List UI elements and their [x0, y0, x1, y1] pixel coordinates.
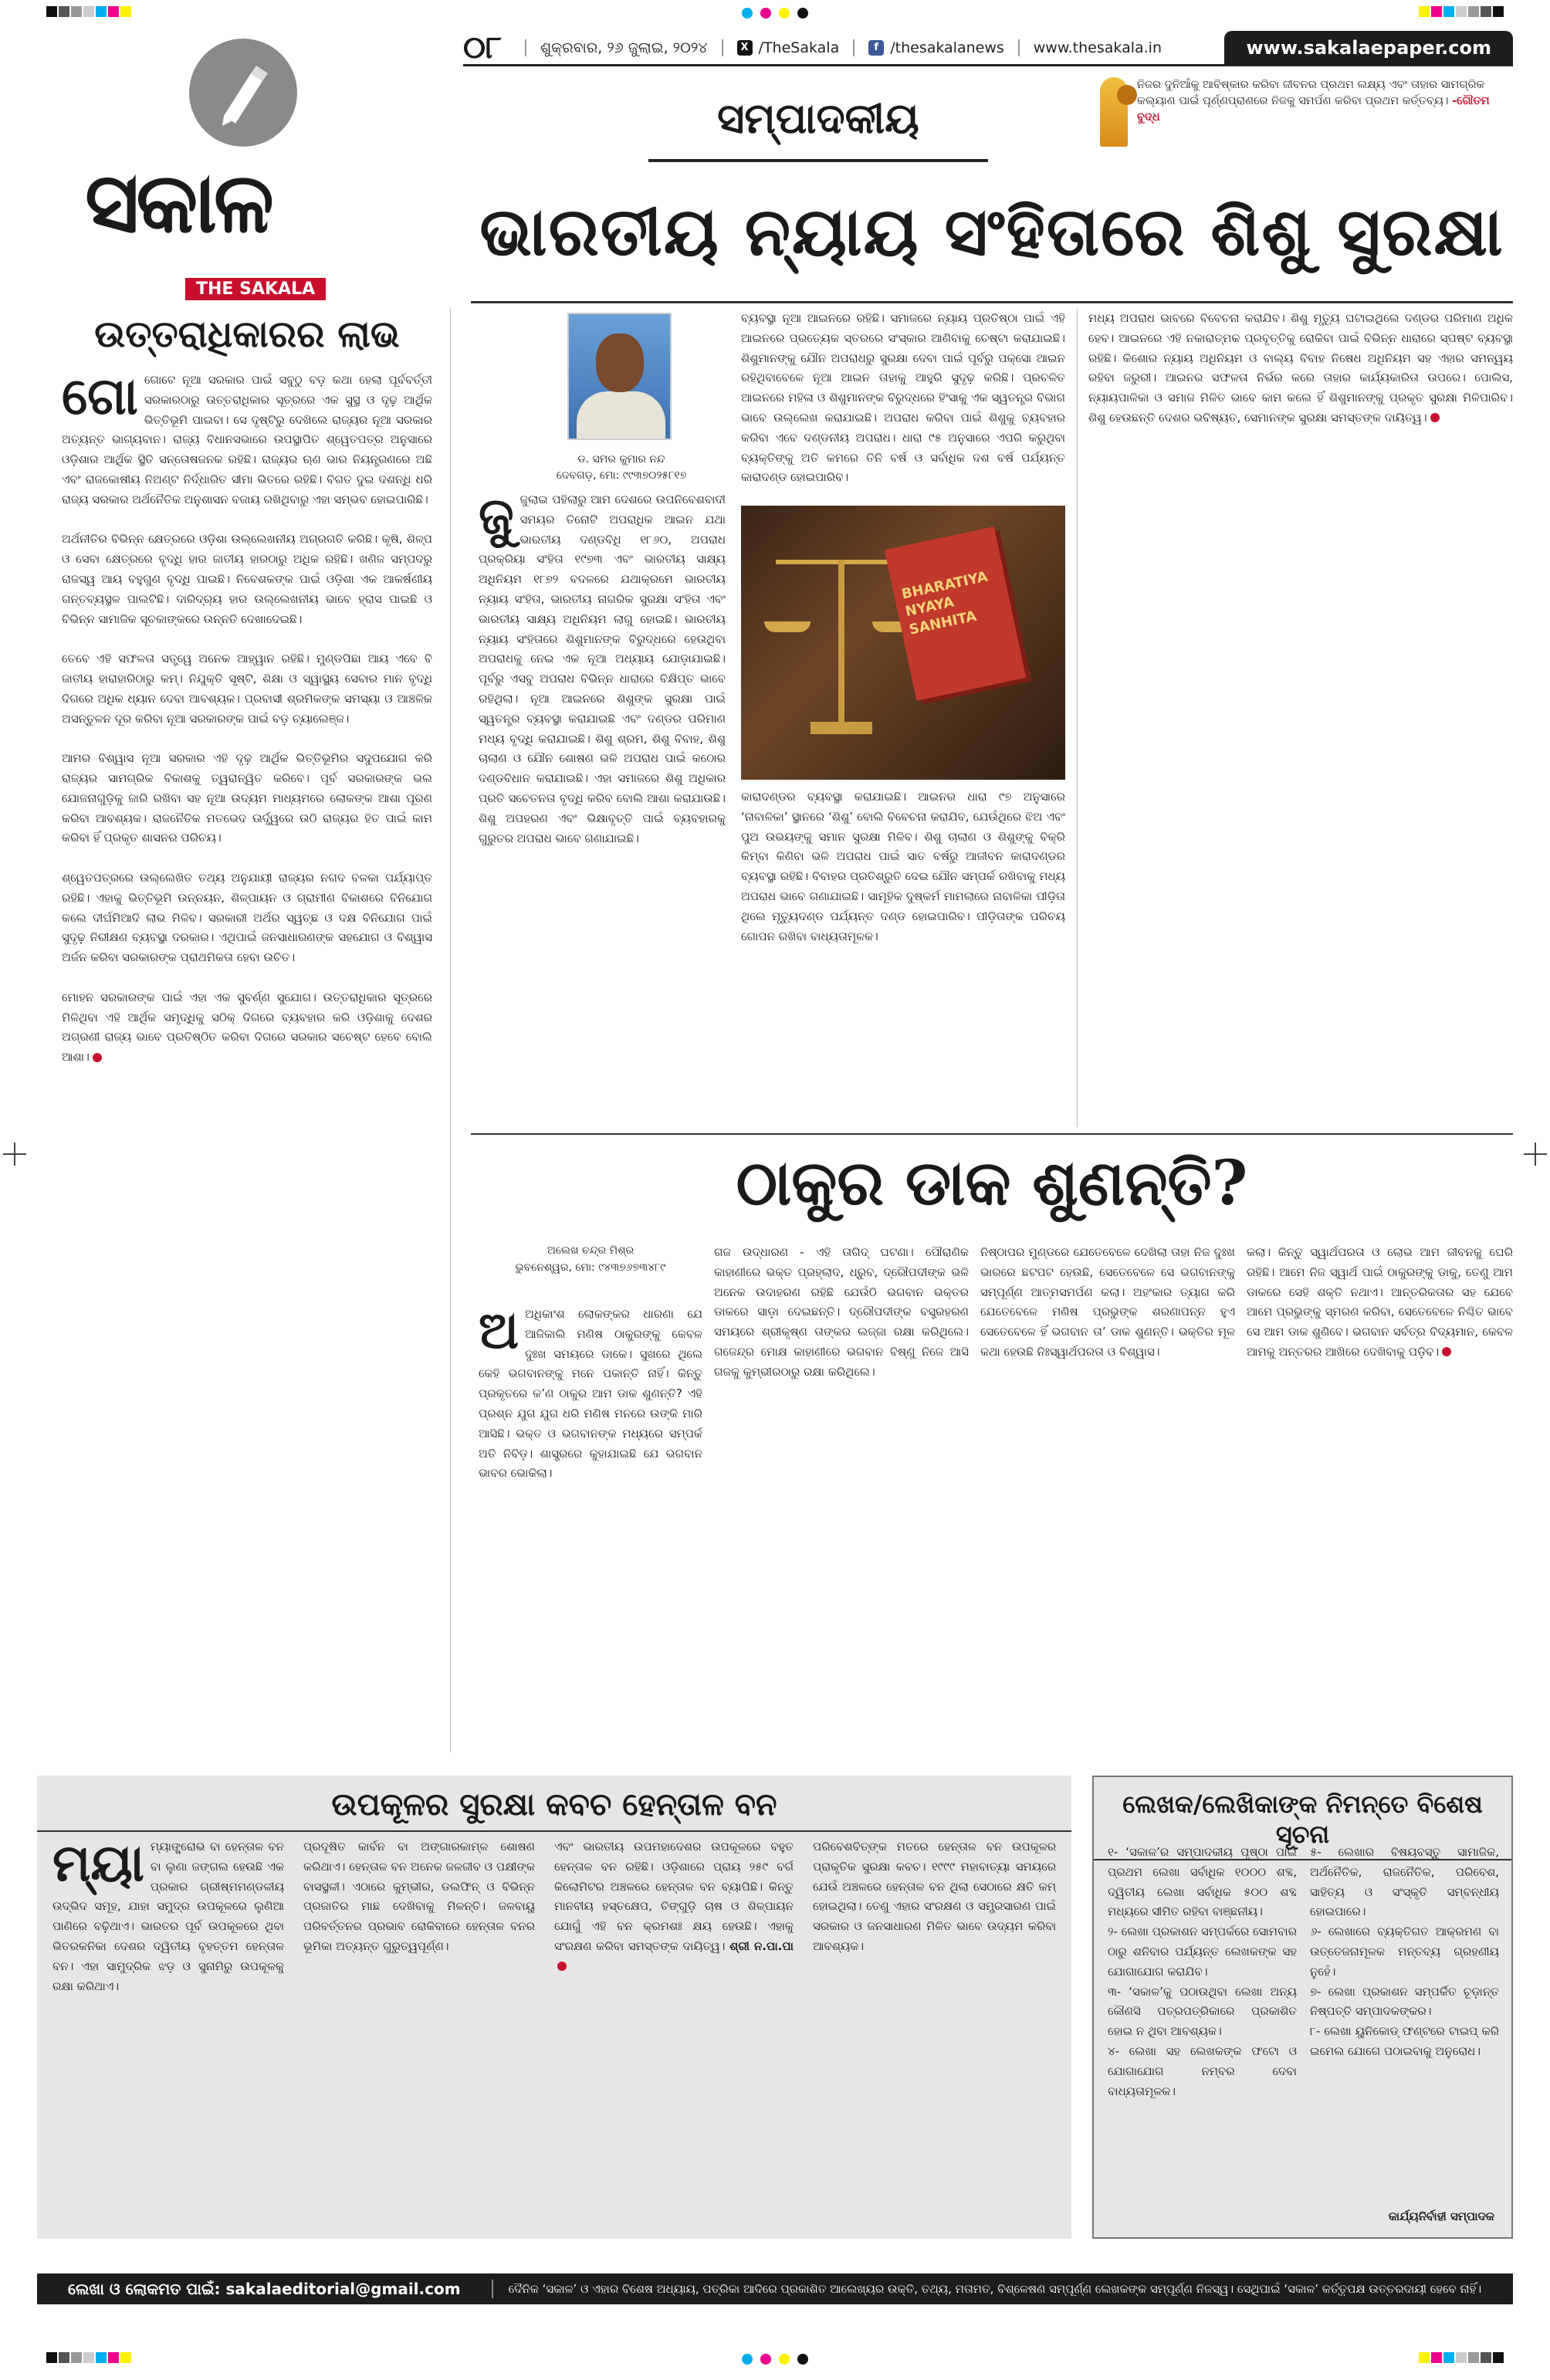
issue-date: ଶୁକ୍ରବାର, ୨୬ ଜୁଲାଇ, ୨୦୨୪: [525, 39, 722, 56]
second-article-col-2: [714, 1243, 969, 1760]
writers-notice-box: [1092, 1776, 1513, 2239]
author-byline: [494, 452, 749, 484]
main-article-text-3: କାରାଦଣ୍ଡର ବ୍ୟବସ୍ଥା କରାଯାଇଛି। ଆଇନର ଧାରା ୯୭ ଅନୁସାରେ ‘ନାବାଳିକା’ ସ୍ଥାନରେ ‘ଶିଶୁ’ ବୋଲି ବିବେଚନା କରାଯିବ, ଯେଉଁଥିରେ ଝିଅ ଏବଂ ପୁଅ ଉଭୟଙ୍କୁ ସମାନ ସୁରକ୍ଷା ମିଳିବ। ଶିଶୁ ଚାଲାଣ ଓ ଶିଶୁଙ୍କୁ ବିକ୍ରି କିମ୍ବା କିଣିବା ଭଳି ଅପରାଧ ପାଇଁ ସାତ ବର୍ଷରୁ ଆଜୀବନ କାରାଦଣ୍ଡର ବ୍ୟବସ୍ଥା ରହିଛି। ବିବାହର ପ୍ରତିଶ୍ରୁତି ଦେଇ ଯୌନ ସମ୍ପର୍କ ରଖିବାକୁ ମଧ୍ୟ ଅପରାଧ ଭାବେ ଗଣାଯାଇଛି। ସାମୂହିକ ଦୁଷ୍କର୍ମ ମାମଲାରେ ନାବାଳିକା ପୀଡ଼ିତା ଥିଲେ ମୃତ୍ୟୁଦଣ୍ଡ ପର୍ଯ୍ୟନ୍ତ ଦଣ୍ଡ ହୋଇପାରିବ। ପୀଡ଼ିତାଙ୍କ ପରିଚୟ ଗୋପନ ରଖିବା ବାଧ୍ୟତାମୂଳକ।: [741, 790, 1065, 943]
author-photo: [567, 313, 672, 440]
color-bars: [46, 2352, 131, 2366]
quote-author: -ଗୌତମ ବୁଦ୍ଧ: [1137, 95, 1490, 124]
notice-headline: ଲେଖକ/ଲେଖିକାଙ୍କ ନିମନ୍ତେ ବିଶେଷ ସୂଚନା: [1094, 1777, 1511, 1860]
end-mark: [1430, 413, 1440, 422]
mangrove-text-1: ମ୍ୟାଙ୍ଗ୍ରୋଭ ବା ହେନ୍ତାଳ ବନ ବା ଲୁଣା ଜଙ୍ଗଲ ହେଉଛି ଏକ ପ୍ରକାର ଗ୍ରୀଷ୍ମମଣ୍ଡଳୀୟ ଉଦ୍ଭିଦ ସମୂହ, ଯାହା ସମୁଦ୍ର ଉପକୂଳରେ ଲୁଣିଆ ପାଣିରେ ବଢ଼ିଥାଏ। ଭାରତର ପୂର୍ବ ଉପକୂଳରେ ଥିବା ଭିତରକନିକା ଦେଶର ଦ୍ୱିତୀୟ ବୃହତ୍ତମ ହେନ୍ତାଳ ବନ। ଏହା ସାମୁଦ୍ରିକ ଝଡ଼ ଓ ସୁନାମିରୁ ଉପକୂଳକୁ ରକ୍ଷା କରିଥାଏ।: [52, 1840, 284, 1993]
main-headline: ଭାରତୀୟ ନ୍ୟାୟ ସଂହିତାରେ ଶିଶୁ ସୁରକ୍ଷା: [479, 193, 1504, 271]
mangrove-col-3: [554, 1837, 794, 2223]
footer-disclaimer: ଦୈନିକ ‘ସକାଳ’ ଓ ଏହାର ବିଶେଷ ଅଧ୍ୟାୟ, ପତ୍ରିକା ଆଦିରେ ପ୍ରକାଶିତ ଆଲେଖ୍ୟର ଉକ୍ତି, ତଥ୍ୟ, ମତାମତ, ବିଶ୍ଳେଷଣ ସମ୍ପୂର୍ଣ୍ଣ ଲେଖକଙ୍କ ସମ୍ପୂର୍ଣ୍ଣ ନିଜସ୍ୱ। ସେଥିପାଇଁ ‘ସକାଳ’ କର୍ତ୍ତୃପକ୍ଷ ଉତ୍ତରଦାୟୀ ହେବେ ନାହିଁ।: [508, 2282, 1482, 2296]
main-article-text-1: ଜୁଲାଇ ପହିଲାରୁ ଆମ ଦେଶରେ ଉପନିବେଶବାଦୀ ସମୟର ତିନୋଟି ଅପରାଧିକ ଆଇନ ଯଥା ଭାରତୀୟ ଦଣ୍ଡବିଧି ୧୮୬୦, ଅପରାଧ ପ୍ରକ୍ରିୟା ସଂହିତା ୧୯୭୩ ଏବଂ ଭାରତୀୟ ସାକ୍ଷ୍ୟ ଅଧିନିୟମ ୧୮୭୨ ବଦଳରେ ଯଥାକ୍ରମେ ଭାରତୀୟ ନ୍ୟାୟ ସଂହିତା, ଭାରତୀୟ ନାଗରିକ ସୁରକ୍ଷା ସଂହିତା ଏବଂ ଭାରତୀୟ ସାକ୍ଷ୍ୟ ଅଧିନିୟମ ଲାଗୁ ହୋଇଛି। ଭାରତୀୟ ନ୍ୟାୟ ସଂହିତାରେ ଶିଶୁମାନଙ୍କ ବିରୁଦ୍ଧରେ ହେଉଥିବା ଅପରାଧକୁ ନେଇ ଏକ ନୂଆ ଅଧ୍ୟାୟ ଯୋଡ଼ାଯାଇଛି। ପୂର୍ବରୁ ଏସବୁ ଅପରାଧ ବିଭିନ୍ନ ଧାରାରେ ବିକ୍ଷିପ୍ତ ଭାବେ ରହିଥିଲା। ନୂଆ ଆଇନରେ ଶିଶୁଙ୍କ ସୁରକ୍ଷା ପାଇଁ ସ୍ୱତନ୍ତ୍ର ବ୍ୟବସ୍ଥା କରାଯାଇଛି ଏବଂ ଦଣ୍ଡର ପରିମାଣ ମଧ୍ୟ ବୃଦ୍ଧି କରାଯାଇଛି। ଶିଶୁ ଶ୍ରମ, ଶିଶୁ ବିବାହ, ଶିଶୁ ଚାଲାଣ ଓ ଯୌନ ଶୋଷଣ ଭଳି ଅପରାଧ ପାଇଁ କଠୋର ଦଣ୍ଡବିଧାନ କରାଯାଇଛି। ଏହା ସମାଜରେ ଶିଶୁ ଅଧିକାର ପ୍ରତି ସଚେତନତା ବୃଦ୍ଧି କରିବ ବୋଲି ଆଶା କରାଯାଉଛି। ଶିଶୁ ଅପହରଣ ଏବଂ ଭିକ୍ଷାବୃତ୍ତି ପାଇଁ ବ୍ୟବହାରକୁ ଗୁରୁତର ଅପରାଧ ଭାବେ ଗଣାଯାଇଛି।: [479, 493, 726, 845]
website-link[interactable]: [1018, 39, 1176, 56]
color-bars: [1419, 6, 1504, 20]
main-article-text-4: ମଧ୍ୟ ଅପରାଧ ଭାବରେ ବିବେଚନା କରାଯିବ। ଶିଶୁ ମୃତ୍ୟୁ ଘଟାଇଥିଲେ ଦଣ୍ଡର ପରିମାଣ ଅଧିକ ହେବ। ଆଇନରେ ଏହି ନକାରାତ୍ମକ ପ୍ରବୃତ୍ତିକୁ ରୋକିବା ପାଇଁ ବିଭିନ୍ନ ଧାରାରେ ସ୍ପଷ୍ଟ ବ୍ୟବସ୍ଥା ରହିଛି। କିଶୋର ନ୍ୟାୟ ଅଧିନିୟମ ଓ ବାଲ୍ୟ ବିବାହ ନିଷେଧ ଅଧିନିୟମ ସହ ଏହାର ସମନ୍ୱୟ ରହିବା ଜରୁରୀ। ଆଇନର ସଫଳତା ନିର୍ଭର କରେ ତାହାର କାର୍ଯ୍ୟକାରିତା ଉପରେ। ପୋଲିସ, ନ୍ୟାୟପାଳିକା ଓ ସମାଜ ମିଳିତ ଭାବେ କାମ କଲେ ହିଁ ଶିଶୁମାନଙ୍କୁ ପ୍ରକୃତ ସୁରକ୍ଷା ମିଳିପାରିବ। ଶିଶୁ ହେଉଛନ୍ତି ଦେଶର ଭବିଷ୍ୟତ, ସେମାନଙ୍କ ସୁରକ୍ଷା ସମସ୍ତଙ୍କ ଦାୟିତ୍ୱ।: [1088, 311, 1513, 425]
left-article-headline: ଉତ୍ତରାଧିକାରର ଲାଭ: [94, 313, 400, 356]
pen-nib-icon: [189, 39, 297, 147]
facebook-icon: f: [868, 40, 884, 56]
left-article-text: ଗୋଟେ ନୂଆ ସରକାର ପାଇଁ ସବୁଠୁ ବଡ଼ କଥା ହେଲା ପୂର୍ବବର୍ତ୍ତୀ ସରକାରଠାରୁ ଉତ୍ତରାଧିକାର ସୂତ୍ରରେ ଏକ ସୁସ୍ଥ ଓ ଦୃଢ଼ ଆର୍ଥିକ ଭିତ୍ତିଭୂମି ପାଇବା। ସେ ଦୃଷ୍ଟିରୁ ଦେଖିଲେ ରାଜ୍ୟର ନୂଆ ସରକାର ଅତ୍ୟନ୍ତ ଭାଗ୍ୟବାନ। ରାଜ୍ୟ ବିଧାନସଭାରେ ଉପସ୍ଥାପିତ ଶ୍ୱେତପତ୍ର ଅନୁସାରେ ଓଡ଼ିଶାର ଆର୍ଥିକ ସ୍ଥିତି ସନ୍ତୋଷଜନକ ରହିଛି। ରାଜ୍ୟର ଋଣ ଭାର ନିୟନ୍ତ୍ରଣରେ ଅଛି ଏବଂ ରାଜକୋଷୀୟ ନିଅଣ୍ଟ ନିର୍ଦ୍ଧାରିତ ସୀମା ଭିତରେ ରହିଛି। ବିଗତ ଦୁଇ ଦଶନ୍ଧି ଧରି ରାଜ୍ୟ ସରକାର ଅର୍ଥନୈତିକ ଅନୁଶାସନ ବଜାୟ ରଖିଥିବାରୁ ଏହା ସମ୍ଭବ ହୋଇପାରିଛି। ଅର୍ଥନୀତିର ବିଭିନ୍ନ କ୍ଷେତ୍ରରେ ଓଡ଼ିଶା ଉଲ୍ଲେଖନୀୟ ଅଗ୍ରଗତି କରିଛି। କୃଷି, ଶିଳ୍ପ ଓ ସେବା କ୍ଷେତ୍ରରେ ବୃଦ୍ଧି ହାର ଜାତୀୟ ହାରଠାରୁ ଅଧିକ ରହିଛି। ଖଣିଜ ସମ୍ପଦରୁ ରାଜସ୍ୱ ଆୟ ବହୁଗୁଣ ବୃଦ୍ଧି ପାଇଛି। ନିବେଶକଙ୍କ ପାଇଁ ଓଡ଼ିଶା ଏକ ଆକର୍ଷଣୀୟ ଗନ୍ତବ୍ୟସ୍ଥଳ ପାଲଟିଛି। ଦାରିଦ୍ର୍ୟ ହାର ଉଲ୍ଲେଖନୀୟ ଭାବେ ହ୍ରାସ ପାଇଛି ଓ ବିଭିନ୍ନ ସାମାଜିକ ସୂଚକାଙ୍କରେ ଉନ୍ନତି ଦେଖାଦେଇଛି। ତେବେ ଏହି ସଫଳତା ସତ୍ତ୍ୱେ ଅନେକ ଆହ୍ୱାନ ରହିଛି। ମୁଣ୍ଡପିଛା ଆୟ ଏବେ ବି ଜାତୀୟ ହାରାହାରିଠାରୁ କମ୍। ନିଯୁକ୍ତି ସୃଷ୍ଟି, ଶିକ୍ଷା ଓ ସ୍ୱାସ୍ଥ୍ୟ ସେବାର ମାନ ବୃଦ୍ଧି ଦିଗରେ ଅଧିକ ଧ୍ୟାନ ଦେବା ଆବଶ୍ୟକ। ପ୍ରବାସୀ ଶ୍ରମିକଙ୍କ ସମସ୍ୟା ଓ ଆଞ୍ଚଳିକ ଅସନ୍ତୁଳନ ଦୂର କରିବା ନୂଆ ସରକାରଙ୍କ ପାଇଁ ବଡ଼ ଚ୍ୟାଲେଞ୍ଜ। ଆମର ବିଶ୍ୱାସ ନୂଆ ସରକାର ଏହି ଦୃଢ଼ ଆର୍ଥିକ ଭିତ୍ତିଭୂମିର ସଦୁପଯୋଗ କରି ରାଜ୍ୟର ସାମଗ୍ରିକ ବିକାଶକୁ ତ୍ୱରାନ୍ୱିତ କରିବେ। ପୂର୍ବ ସରକାରଙ୍କ ଭଲ ଯୋଜନାଗୁଡ଼ିକୁ ଜାରି ରଖିବା ସହ ନୂଆ ଉଦ୍ୟମ ମାଧ୍ୟମରେ ଲୋକଙ୍କ ଆଶା ପୂରଣ କରିବା ଆବଶ୍ୟକ। ରାଜନୈତିକ ମତଭେଦ ଊର୍ଦ୍ଧ୍ୱରେ ଉଠି ରାଜ୍ୟର ହିତ ପାଇଁ କାମ କରିବା ହିଁ ପ୍ରକୃତ ଶାସନର ପରିଚୟ। ଶ୍ୱେତପତ୍ରରେ ଉଲ୍ଲେଖିତ ତଥ୍ୟ ଅନୁଯାୟୀ ରାଜ୍ୟର ନଗଦ ବଳକା ପର୍ଯ୍ୟାପ୍ତ ରହିଛି। ଏହାକୁ ଭିତ୍ତିଭୂମି ଉନ୍ନୟନ, ଶିଳ୍ପାୟନ ଓ ଗ୍ରାମୀଣ ବିକାଶରେ ବିନିଯୋଗ କଲେ ଦୀର୍ଘମିଆଦି ଲାଭ ମିଳିବ। ସରକାରୀ ଅର୍ଥର ସ୍ୱଚ୍ଛ ଓ ଦକ୍ଷ ବିନିଯୋଗ ପାଇଁ ସୁଦୃଢ଼ ନିରୀକ୍ଷଣ ବ୍ୟବସ୍ଥା ଦରକାର। ଏଥିପାଇଁ ଜନସାଧାରଣଙ୍କ ସହଯୋଗ ଓ ବିଶ୍ୱାସ ଅର୍ଜନ କରିବା ସରକାରଙ୍କ ପ୍ରାଥମିକତା ହେବା ଉଚିତ। ମୋହନ ସରକାରଙ୍କ ପାଇଁ ଏହା ଏକ ସୁବର୍ଣ୍ଣ ସୁଯୋଗ। ଉତ୍ତରାଧିକାର ସୂତ୍ରରେ ମିଳିଥିବା ଏହି ଆର୍ଥିକ ସମୃଦ୍ଧିକୁ ସଠିକ୍ ଦିଗରେ ବ୍ୟବହାର କରି ଓଡ଼ିଶାକୁ ଦେଶର ଅଗ୍ରଣୀ ରାଜ୍ୟ ଭାବେ ପ୍ରତିଷ୍ଠିତ କରିବା ଦିଗରେ ସରକାର ସଚେଷ୍ଟ ହେବେ ବୋଲି ଆଶା।: [62, 373, 432, 1065]
main-article-col-1: [479, 490, 726, 1123]
section-label: ସମ୍ପାଦକୀୟ: [648, 77, 988, 162]
mangrove-col-4: [813, 1837, 1056, 2223]
second-article-text-3: ନିଷ୍ଠାପର ମୁଣ୍ଡରେ ଯେତେବେଳେ ଦେଖିଲା ତାହା ନିଜ ଦୁଃଖ ଭାରରେ ଛଟପଟ ହେଉଛି, ସେତେବେଳେ ସେ ଭଗବାନଙ୍କୁ ସମ୍ପୂର୍ଣ୍ଣ ଆତ୍ମସମର୍ପଣ କଲା। ଅହଂକାର ତ୍ୟାଗ କରି ଯେତେବେଳେ ମଣିଷ ପ୍ରଭୁଙ୍କ ଶରଣାପନ୍ନ ହୁଏ ସେତେବେଳେ ହିଁ ଭଗବାନ ତା’ ଡାକ ଶୁଣନ୍ତି। ଭକ୍ତିର ମୂଳ କଥା ହେଉଛି ନିଃସ୍ୱାର୍ଥପରତା ଓ ବିଶ୍ୱାସ।: [980, 1245, 1235, 1359]
column-divider: [450, 309, 451, 1752]
end-mark: [93, 1053, 102, 1062]
mangrove-col-2: [303, 1837, 535, 2223]
editorial-email[interactable]: ଲେଖା ଓ ଲୋକମତ ପାଇଁ: sakalaeditorial@gmail.com: [37, 2280, 493, 2298]
author-name: ଡ. ସମର କୁମାର ନନ୍ଦ: [577, 453, 665, 466]
website-url: www.thesakala.in: [1033, 39, 1162, 56]
registration-strip-top: [46, 6, 1504, 20]
quote-of-the-day: [1100, 77, 1513, 154]
dropcap: ଗୋ: [62, 371, 138, 426]
masthead-logo: [62, 39, 432, 299]
registration-dots: [742, 6, 808, 20]
page-header: [463, 31, 1513, 66]
author-contact: ଦେବଗଡ଼, ମୋ: ୯୯୩୭୦୨୫୮୧୭: [556, 469, 687, 482]
column-divider: [1077, 309, 1078, 1127]
color-bars: [1419, 2352, 1504, 2366]
section-rule: [471, 1133, 1513, 1135]
page-footer: [37, 2273, 1513, 2304]
registration-crosshair: [1524, 1143, 1547, 1166]
end-mark: [557, 1962, 567, 1971]
mangrove-author: ଶ୍ରୀ ନ.ପା.ପା: [729, 1938, 794, 1953]
buddha-image: [1100, 77, 1128, 147]
second-headline: ଠାକୁର ଡାକ ଶୁଣନ୍ତି?: [736, 1146, 1248, 1219]
x-icon: X: [737, 40, 753, 56]
second-article-text-2: ଗଜ ଉଦ୍ଧାରଣ - ଏହି ତାଗିଦ୍ ଘଟଣା। ପୌରାଣିକ କାହାଣୀରେ ଭକ୍ତ ପ୍ରହ୍ଲାଦ, ଧ୍ରୁବ, ଦ୍ରୌପଦୀଙ୍କ ଭଳି ଅନେକ ଉଦାହରଣ ରହିଛି ଯେଉଁଠି ଭଗବାନ ଭକ୍ତର ଡାକରେ ସାଡ଼ା ଦେଇଛନ୍ତି। ଦ୍ରୌପଦୀଙ୍କ ବସ୍ତ୍ରହରଣ ସମୟରେ ଶ୍ରୀକୃଷ୍ଣ ତାଙ୍କର ଲଜ୍ଜା ରକ୍ଷା କରିଥିଲେ। ଗଜେନ୍ଦ୍ର ମୋକ୍ଷ କାହାଣୀରେ ଭଗବାନ ବିଷ୍ଣୁ ନିଜେ ଆସି ଗଜକୁ କୁମ୍ଭୀରଠାରୁ ରକ୍ଷା କରିଥିଲେ।: [714, 1245, 969, 1379]
dropcap: ଜୁ: [479, 490, 514, 546]
second-author-byline: [479, 1243, 702, 1276]
justice-scale-photo: [741, 506, 1065, 780]
page-number: ୦୮: [463, 29, 502, 66]
epaper-link[interactable]: www.sakalaepaper.com: [1224, 31, 1513, 65]
main-article-text-2: ବ୍ୟବସ୍ଥା ନୂଆ ଆଇନରେ ରହିଛି। ସମାଜରେ ନ୍ୟାୟ ପ୍ରତିଷ୍ଠା ପାଇଁ ଏହି ଆଇନରେ ପ୍ରତ୍ୟେକ ସ୍ତରରେ ସଂସ୍କାର ଆଣିବାକୁ ଚେଷ୍ଟା କରାଯାଇଛି। ଶିଶୁମାନଙ୍କୁ ଯୌନ ଅପରାଧରୁ ସୁରକ୍ଷା ଦେବା ପାଇଁ ପୂର୍ବରୁ ପକ୍ସୋ ଆଇନ ରହିଥିବାବେଳେ ନୂଆ ଆଇନ ତାହାକୁ ଆହୁରି ସୁଦୃଢ଼ କରିଛି। ପ୍ରଚଳିତ ଆଇନରେ ମହିଳା ଓ ଶିଶୁମାନଙ୍କ ବିରୁଦ୍ଧରେ ହିଂସାକୁ ଏକ ସ୍ୱତନ୍ତ୍ର ବିଭାଗ ଭାବେ ଉଲ୍ଲେଖ କରାଯାଇଛି। ଅପରାଧ କରିବା ପାଇଁ ଶିଶୁକୁ ବ୍ୟବହାର କରିବା ଏବେ ଦଣ୍ଡନୀୟ ଅପରାଧ। ଧାରା ୯୫ ଅନୁସାରେ ଏପରି କରୁଥିବା ବ୍ୟକ୍ତିଙ୍କୁ ଅତି କମରେ ତିନି ବର୍ଷ ଓ ସର୍ବାଧିକ ଦଶ ବର୍ଷ ପର୍ଯ୍ୟନ୍ତ କାରାଦଣ୍ଡ ହୋଇପାରିବ।: [741, 311, 1065, 485]
twitter-handle: /TheSakala: [758, 39, 840, 56]
end-mark: [1442, 1347, 1451, 1356]
mangrove-col-1: [52, 1837, 284, 2223]
dropcap: ମ୍ୟା: [52, 1837, 144, 1893]
book-cover: BHARATIYA NYAYA SANHITA: [885, 526, 1026, 701]
logo-subtitle: THE SAKALA: [185, 278, 326, 300]
mangrove-text-4: ପରିବେଶବିତ୍‌ଙ୍କ ମତରେ ହେନ୍ତାଳ ବନ ଉପକୂଳର ପ୍ରାକୃତିକ ସୁରକ୍ଷା କବଚ। ୧୯୯୯ ମହାବାତ୍ୟା ସମୟରେ ଯେଉଁ ଅଞ୍ଚଳରେ ହେନ୍ତାଳ ବନ ଥିଲା ସେଠାରେ କ୍ଷତି କମ୍ ହୋଇଥିଲା। ତେଣୁ ଏହାର ସଂରକ୍ଷଣ ଓ ସମ୍ପ୍ରସାରଣ ପାଇଁ ସରକାର ଓ ଜନସାଧାରଣ ମିଳିତ ଭାବେ ଉଦ୍ୟମ କରିବା ଆବଶ୍ୟକ।: [813, 1840, 1056, 1953]
registration-strip-bottom: [46, 2352, 1504, 2366]
notice-col-1: ୧- ‘ସକାଳ’ର ସମ୍ପାଦକୀୟ ପୃଷ୍ଠା ପାଇଁ ପ୍ରଥମ ଲେଖା ସର୍ବାଧିକ ୧୦୦୦ ଶବ୍ଦ, ଦ୍ୱିତୀୟ ଲେଖା ସର୍ବାଧିକ ୫୦୦ ଶବ୍ଦ ମଧ୍ୟରେ ସୀମିତ ରହିବା ବାଞ୍ଛନୀୟ। ୨- ଲେଖା ପ୍ରକାଶନ ସମ୍ପର୍କରେ ସୋମବାର ଠାରୁ ଶନିବାର ପର୍ଯ୍ୟନ୍ତ ଲେଖକଙ୍କ ସହ ଯୋଗାଯୋଗ କରାଯିବ। ୩- ‘ସକାଳ’କୁ ପଠାଉଥିବା ଲେଖା ଅନ୍ୟ କୌଣସି ପତ୍ରପତ୍ରିକାରେ ପ୍ରକାଶିତ ହୋଇ ନ ଥିବା ଆବଶ୍ୟକ। ୪- ଲେଖା ସହ ଲେଖକଙ୍କ ଫଟୋ ଓ ଯୋଗାଯୋଗ ନମ୍ବର ଦେବା ବାଧ୍ୟତାମୂଳକ।: [1108, 1845, 1297, 2098]
mangrove-article-box: [37, 1776, 1071, 2239]
second-author-contact: ଭୁବନେଶ୍ୱର, ମୋ: ୯୪୩୭୬୭୩୪୮୯: [515, 1261, 666, 1274]
registration-crosshair: [3, 1143, 26, 1166]
main-article-col-3: [741, 787, 1065, 1123]
second-article-text-1: ଅଧିକାଂଶ ଲୋକଙ୍କର ଧାରଣା ଯେ ଆଜିକାଲି ମଣିଷ ଠାକୁରଙ୍କୁ କେବଳ ଦୁଃଖ ସମୟରେ ଡାକେ। ସୁଖରେ ଥିଲେ କେହି ଭଗବାନଙ୍କୁ ମନେ ପକାନ୍ତି ନାହିଁ। କିନ୍ତୁ ପ୍ରକୃତରେ କ’ଣ ଠାକୁର ଆମ ଡାକ ଶୁଣନ୍ତି? ଏହି ପ୍ରଶ୍ନ ଯୁଗ ଯୁଗ ଧରି ମଣିଷ ମନରେ ଉଙ୍କି ମାରି ଆସିଛି। ଭକ୍ତ ଓ ଭଗବାନଙ୍କ ମଧ୍ୟରେ ସମ୍ପର୍କ ଅତି ନିବିଡ଼। ଶାସ୍ତ୍ରରେ କୁହାଯାଇଛି ଯେ ଭଗବାନ ଭାବର ଭୋକିଲା।: [479, 1307, 702, 1481]
facebook-link[interactable]: [853, 39, 1018, 56]
mangrove-headline: ଉପକୂଳର ସୁରକ୍ଷା କବଚ ହେନ୍ତାଳ ବନ: [37, 1776, 1071, 1832]
logo-wordmark: ସକାଳ: [85, 154, 271, 252]
second-article-text-4: କଲା। କିନ୍ତୁ ସ୍ୱାର୍ଥପରତା ଓ ଲୋଭ ଆମ ଜୀବନକୁ ଘେରି ରହିଛି। ଆମେ ନିଜ ସ୍ୱାର୍ଥ ପାଇଁ ଠାକୁରଙ୍କୁ ଡାକୁ, ତେଣୁ ଆମ ଡାକରେ ସେହି ଶକ୍ତି ନଥାଏ। ଆନ୍ତରିକତାର ସହ ଯେବେ ଆମେ ପ୍ରଭୁଙ୍କୁ ସ୍ମରଣ କରିବା, ସେତେବେଳେ ନିଶ୍ଚିତ ଭାବେ ସେ ଆମ ଡାକ ଶୁଣିବେ। ଭଗବାନ ସର୍ବତ୍ର ବିଦ୍ୟମାନ, କେବଳ ଆମକୁ ଅନ୍ତରର ଆଖିରେ ଦେଖିବାକୁ ପଡ଼ିବ।: [1247, 1245, 1513, 1359]
headline-rule: [471, 301, 1513, 303]
notice-col-2: ୫- ଲେଖାର ବିଷୟବସ୍ତୁ ସାମାଜିକ, ଅର୍ଥନୈତିକ, ରାଜନୈତିକ, ପରିବେଶ, ସାହିତ୍ୟ ଓ ସଂସ୍କୃତି ସମ୍ବନ୍ଧୀୟ ହୋଇପାରେ। ୬- ଲେଖାରେ ବ୍ୟକ୍ତିଗତ ଆକ୍ରମଣ ବା ଉତ୍ତେଜନାମୂଳକ ମନ୍ତବ୍ୟ ଗ୍ରହଣୀୟ ନୁହେଁ। ୭- ଲେଖା ପ୍ରକାଶନ ସମ୍ପର୍କିତ ଚୂଡ଼ାନ୍ତ ନିଷ୍ପତ୍ତି ସମ୍ପାଦକଙ୍କର। ୮- ଲେଖା ୟୁନିକୋଡ୍ ଫଣ୍ଟରେ ଟାଇପ୍ କରି ଇମେଲ ଯୋଗେ ପଠାଇବାକୁ ଅନୁରୋଧ।: [1310, 1845, 1499, 2058]
mangrove-text-3: ଏବଂ ଭାରତୀୟ ଉପମହାଦେଶର ଉପକୂଳରେ ବହୁତ ହେନ୍ତାଳ ବନ ରହିଛି। ଓଡ଼ିଶାରେ ପ୍ରାୟ ୨୫୯ ବର୍ଗ କିଲୋମିଟର ଅଞ୍ଚଳରେ ହେନ୍ତାଳ ବନ ବ୍ୟାପିଛି। କିନ୍ତୁ ମାନବୀୟ ହସ୍ତକ୍ଷେପ, ଚିଙ୍ଗୁଡ଼ି ଚାଷ ଓ ଶିଳ୍ପାୟନ ଯୋଗୁଁ ଏହି ବନ କ୍ରମଶଃ କ୍ଷୟ ହେଉଛି। ଏହାକୁ ସଂରକ୍ଷଣ କରିବା ସମସ୍ତଙ୍କ ଦାୟିତ୍ୱ।: [554, 1840, 794, 1953]
left-article-body: [62, 371, 432, 1729]
second-article-col-4: [1247, 1243, 1513, 1760]
second-article-col-3: [980, 1243, 1235, 1760]
second-author-name: ଅଲେଖ ଚନ୍ଦ୍ର ମିଶ୍ର: [547, 1244, 635, 1257]
main-article-col-4: [1088, 309, 1513, 1123]
registration-dots: [742, 2352, 808, 2366]
dropcap: ଅ: [479, 1305, 519, 1360]
notice-signature: କାର୍ଯ୍ୟନିର୍ବାହୀ ସମ୍ପାଦକ: [1388, 2209, 1494, 2223]
mangrove-text-2: ପ୍ରଦୂଷିତ କାର୍ବନ ବା ଅଙ୍ଗାରକାମ୍ଳ ଶୋଷଣ କରିଥାଏ। ହେନ୍ତାଳ ବନ ଅନେକ ଜଳଜୀବ ଓ ପକ୍ଷୀଙ୍କ ବାସସ୍ଥଳୀ। ଏଠାରେ କୁମ୍ଭୀର, ଡଲଫିନ୍ ଓ ବିଭିନ୍ନ ପ୍ରଜାତିର ମାଛ ଦେଖିବାକୁ ମିଳନ୍ତି। ଜଳବାୟୁ ପରିବର୍ତ୍ତନର ପ୍ରଭାବ ରୋକିବାରେ ହେନ୍ତାଳ ବନର ଭୂମିକା ଅତ୍ୟନ୍ତ ଗୁରୁତ୍ୱପୂର୍ଣ୍ଣ।: [303, 1840, 535, 1953]
quote-text: ନିଜର ଦୁନିଆଁକୁ ଆବିଷ୍କାର କରିବା ଜୀବନର ପ୍ରଥମ ଲକ୍ଷ୍ୟ ଏବଂ ତାହାର ସାମଗ୍ରିକ କଲ୍ୟାଣ ପାଇଁ ପୂର୍ଣ୍ଣପ୍ରାଣରେ ନିଜକୁ ସମର୍ପଣ କରିବା ପ୍ରଥମ କର୍ତ୍ତବ୍ୟ।: [1137, 79, 1485, 108]
main-article-col-2: [741, 309, 1065, 498]
color-bars: [46, 6, 131, 20]
twitter-link[interactable]: [722, 39, 854, 56]
facebook-handle: /thesakalanews: [890, 39, 1004, 56]
second-article-col-1: [479, 1305, 702, 1760]
